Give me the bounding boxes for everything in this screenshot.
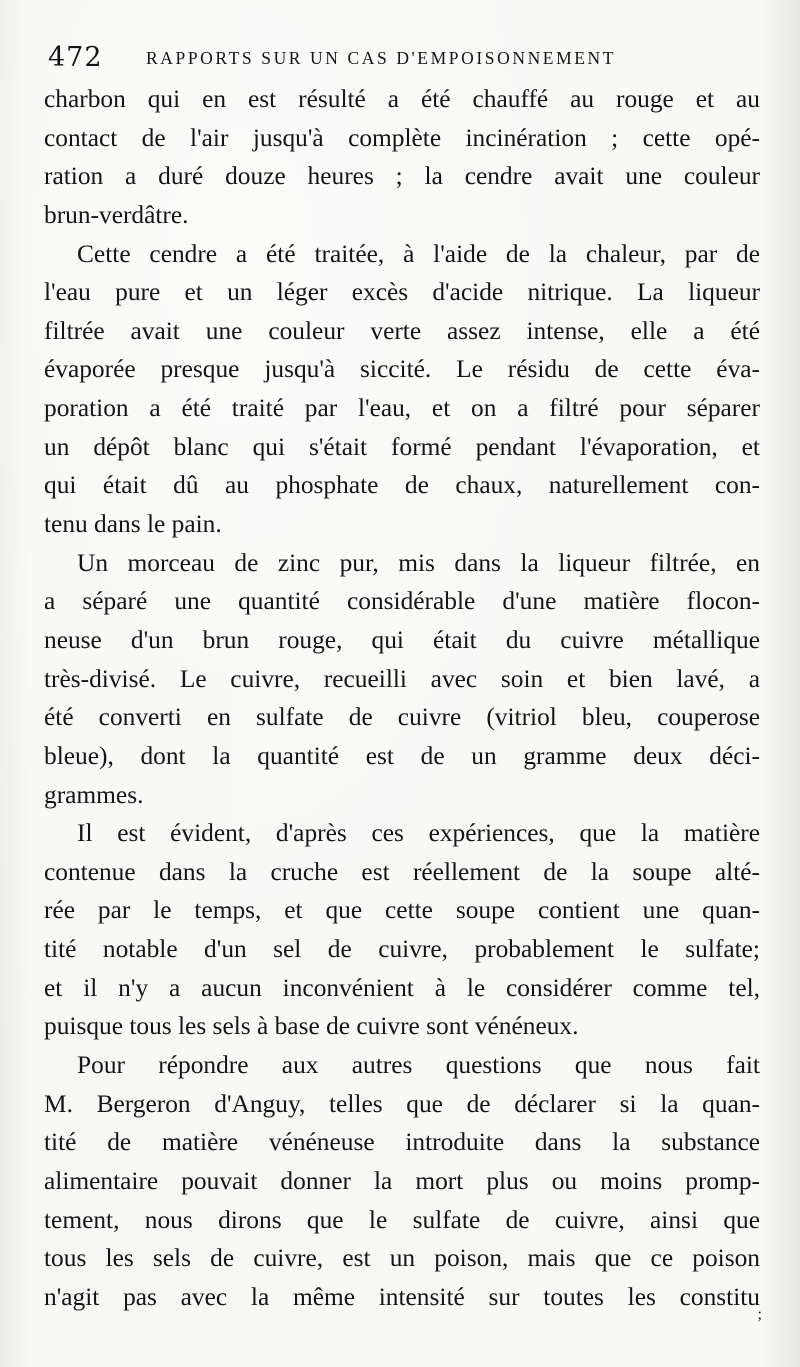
- text-line: rée par le temps, et que cette soupe contient une quan-: [44, 896, 760, 925]
- text-line: Un morceau de zinc pur, mis dans la liqueur filtrée, en: [77, 548, 760, 577]
- text-line: tité notable d'un sel de cuivre, probablement le sulfate;: [44, 935, 760, 964]
- text-line: ration a duré douze heures ; la cendre avait une couleur: [44, 162, 760, 191]
- text-line: filtrée avait une couleur verte assez intense, elle a été: [44, 316, 760, 345]
- text-line: n'agit pas avec la même intensité sur toutes les constitu: [44, 1282, 760, 1311]
- text-line: et il n'y a aucun inconvénient à le considérer comme tel,: [44, 973, 760, 1002]
- text-line: l'eau pure et un léger excès d'acide nitrique. La liqueur: [44, 278, 760, 307]
- text-line: qui était dû au phosphate de chaux, naturellement con-: [44, 471, 760, 500]
- text-line: charbon qui en est résulté a été chauffé au rouge et au: [44, 85, 760, 113]
- text-line: été converti en sulfate de cuivre (vitriol bleu, couperose: [44, 703, 760, 732]
- text-line: grammes.: [44, 780, 144, 809]
- text-line: neuse d'un brun rouge, qui était du cuivre métallique: [44, 625, 760, 654]
- text-line: tement, nous dirons que le sulfate de cuivre, ainsi que: [44, 1205, 760, 1234]
- text-line: M. Bergeron d'Anguy, telles que de déclarer si la quan-: [44, 1089, 760, 1118]
- text-line: puisque tous les sels à base de cuivre sont vénéneux.: [44, 1012, 579, 1041]
- page-number: 472: [48, 42, 103, 73]
- text-line: Pour répondre aux autres questions que nous fait: [77, 1051, 760, 1080]
- text-line: tenu dans le pain.: [44, 510, 222, 539]
- text-line: poration a été traité par l'eau, et on a filtré pour séparer: [44, 394, 760, 423]
- text-line: évaporée presque jusqu'à siccité. Le résidu de cette éva-: [44, 355, 760, 384]
- text-line: tité de matière vénéneuse introduite dans la substance: [44, 1128, 760, 1157]
- text-line: tous les sels de cuivre, est un poison, mais que ce poison: [44, 1244, 760, 1273]
- text-line: Cette cendre a été traitée, à l'aide de la chaleur, par de: [77, 239, 760, 268]
- text-line: très-divisé. Le cuivre, recueilli avec soin et bien lavé, a: [44, 664, 760, 693]
- running-title: RAPPORTS SUR UN CAS D'EMPOISONNEMENT: [146, 48, 617, 68]
- text-line: brun-verdâtre.: [44, 200, 189, 229]
- text-line: alimentaire pouvait donner la mort plus ou moins promp-: [44, 1166, 760, 1195]
- text-line: contact de l'air jusqu'à complète incinération ; cette opé-: [44, 123, 760, 152]
- text-line: un dépôt blanc qui s'était formé pendant l'évaporation, et: [44, 432, 760, 461]
- text-line: contenue dans la cruche est réellement de la soupe alté-: [44, 857, 760, 886]
- trailing-mark: ;: [757, 1306, 762, 1323]
- page-header: [48, 42, 768, 82]
- body-text: [44, 80, 760, 1317]
- text-line: a séparé une quantité considérable d'une matière flocon-: [44, 587, 760, 616]
- text-line: bleue), dont la quantité est de un gramme deux déci-: [44, 741, 760, 770]
- text-line: Il est évident, d'après ces expériences, que la matière: [77, 819, 760, 848]
